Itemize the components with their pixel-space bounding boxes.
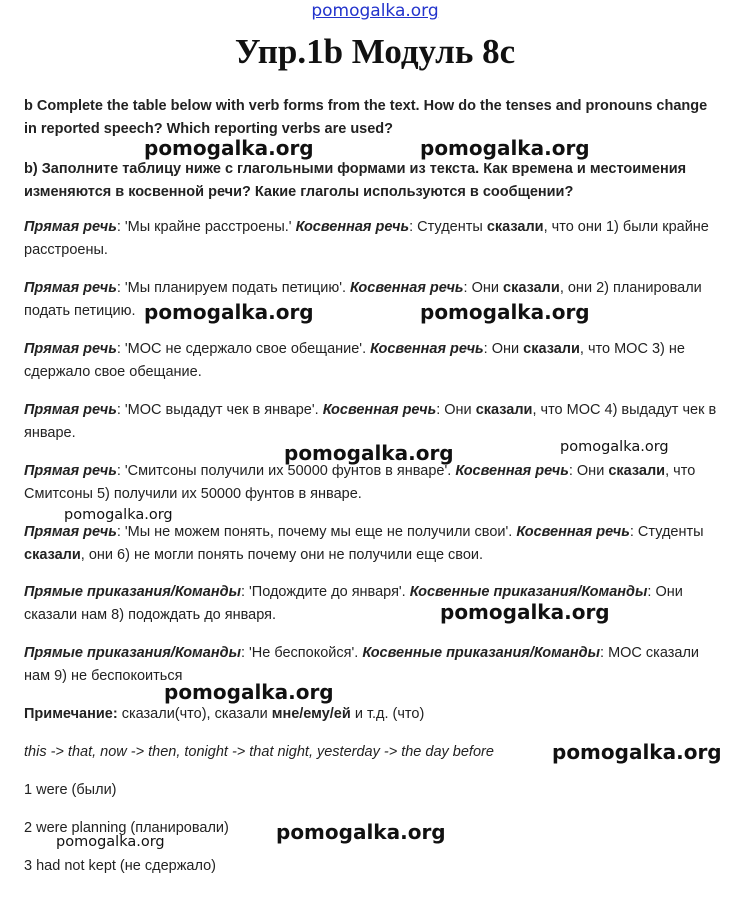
direct-text: 'МОС выдадут чек в январе'. [124,402,319,418]
reported-subject: Они [444,402,472,418]
direct-text: 'Смитсоны получили их 50000 фунтов в январе'. [124,463,452,479]
reported-text: , они 6) не могли понять почему они не получили еще свои. [80,547,484,563]
direct-text: 'Мы крайне расстроены.' [124,219,292,235]
instruction-english: b Complete the table below with verb forms from the text. How do the tenses and pronouns change in reported speech? Which reporting verbs are used? [24,98,708,137]
reported-text: , что МОС 4) выдадут чек в январе. [24,402,717,441]
reported-subject: Студенты [417,219,483,235]
answer-1: 1 were (были) [24,782,117,798]
reported-text: , что МОС 3) не сдержало свое обещание. [24,341,685,380]
reported-command-label: Косвенные приказания/Команды [362,645,600,661]
direct-command-text: 'Не беспокойся'. [249,645,359,661]
direct-label: Прямая речь [24,280,117,296]
direct-label: Прямая речь [24,219,117,235]
command-item-2: Прямые приказания/Команды: 'Не беспокойся'. Косвенные приказания/Команды: МОС сказали нам 9) не беспокоиться [24,645,700,684]
direct-command-label: Прямые приказания/Команды [24,645,241,661]
speech-item-5: Прямая речь: 'Смитсоны получили их 50000 фунтов в январе'. Косвенная речь: Они сказали, что Смитсоны 5) получили их 50000 фунтов в январе. [24,463,696,502]
direct-command-label: Прямые приказания/Команды [24,584,241,600]
reported-command-text: МОС сказали нам 9) не беспокоиться [24,645,700,684]
direct-text: 'МОС не сдержало свое обещание'. [124,341,367,357]
reported-command-label: Косвенные приказания/Команды [409,584,648,600]
note-label: Примечание: [24,706,118,722]
said-verb: сказали [475,402,533,418]
watermark-text: pomogalka.org [144,300,314,324]
transforms-line: this -> that, now -> then, tonight -> that night, yesterday -> the day before [24,744,494,760]
speech-item-6: Прямая речь: 'Мы не можем понять, почему мы еще не получили свои'. Косвенная речь: Студенты сказали, они 6) не могли понять почему они не получили еще свои. [24,524,704,563]
reported-command-text: Они сказали нам 8) подождать до января. [24,584,683,623]
speech-item-4: Прямая речь: 'МОС выдадут чек в январе'. Косвенная речь: Они сказали, что МОС 4) выдадут чек в январе. [24,402,717,441]
speech-item-2: Прямая речь: 'Мы планируем подать петицию'. Косвенная речь: Они сказали, они 2) планировали подать петицию. [24,280,702,319]
watermark-text: pomogalka.org [64,507,173,523]
note-text: сказали(что), сказали [121,706,268,722]
watermark-text: pomogalka.org [552,740,722,764]
direct-label: Прямая речь [24,463,117,479]
watermark-text: pomogalka.org [420,300,590,324]
answer-2: 2 were planning (планировали) [24,820,229,836]
said-verb: сказали [608,463,666,479]
instruction-russian: b) Заполните таблицу ниже с глагольными формами из текста. Как времена и местоимения изменяются в косвенной речи? Какие глаголы используются в сообщении? [24,161,687,200]
direct-text: 'Мы не можем понять, почему мы еще не получили свои'. [124,524,513,540]
speech-item-1: Прямая речь: 'Мы крайне расстроены.' Косвенная речь: Студенты сказали, что они 1) были крайне расстроены. [24,219,709,258]
reported-subject: Студенты [637,524,704,540]
reported-label: Косвенная речь [322,402,437,418]
reported-label: Косвенная речь [516,524,630,540]
note-tail: и т.д. (что) [354,706,425,722]
reported-label: Косвенная речь [350,280,464,296]
direct-command-text: 'Подождите до января'. [249,584,406,600]
reported-label: Косвенная речь [455,463,569,479]
said-verb: сказали [523,341,580,357]
page-title: Упр.1b Модуль 8c [234,32,516,71]
watermark-text: pomogalka.org [284,441,454,465]
site-header-link[interactable]: pomogalka.org [311,1,439,21]
said-verb: сказали [24,547,81,563]
reported-subject: Они [491,341,520,357]
direct-label: Прямая речь [24,341,117,357]
reported-text: , что Смитсоны 5) получили их 50000 фунтов в январе. [24,463,696,502]
speech-item-3: Прямая речь: 'МОС не сдержало свое обещание'. Косвенная речь: Они сказали, что МОС 3) не сдержало свое обещание. [24,341,685,380]
answer-3: 3 had not kept (не сдержало) [24,858,216,874]
note-pronouns: мне/ему/ей [271,706,351,722]
reported-subject: Они [576,463,605,479]
watermark-text: pomogalka.org [56,834,165,850]
watermark-text: pomogalka.org [144,136,314,160]
reported-text: , они 2) планировали подать петицию. [24,280,702,319]
reported-label: Косвенная речь [370,341,484,357]
direct-label: Прямая речь [24,524,117,540]
watermark-text: pomogalka.org [276,820,446,844]
note-line [24,703,724,726]
watermark-text: pomogalka.org [560,439,669,455]
direct-label: Прямая речь [24,402,117,418]
said-verb: сказали [486,219,544,235]
command-item-1: Прямые приказания/Команды: 'Подождите до января'. Косвенные приказания/Команды: Они сказали нам 8) подождать до января. [24,584,683,623]
reported-text: , что они 1) были крайне расстроены. [24,219,709,258]
said-verb: сказали [503,280,560,296]
direct-text: 'Мы планируем подать петицию'. [124,280,346,296]
watermark-text: pomogalka.org [164,680,334,704]
reported-subject: Они [471,280,499,296]
watermark-text: pomogalka.org [440,600,610,624]
reported-label: Косвенная речь [295,219,410,235]
watermark-text: pomogalka.org [420,136,590,160]
